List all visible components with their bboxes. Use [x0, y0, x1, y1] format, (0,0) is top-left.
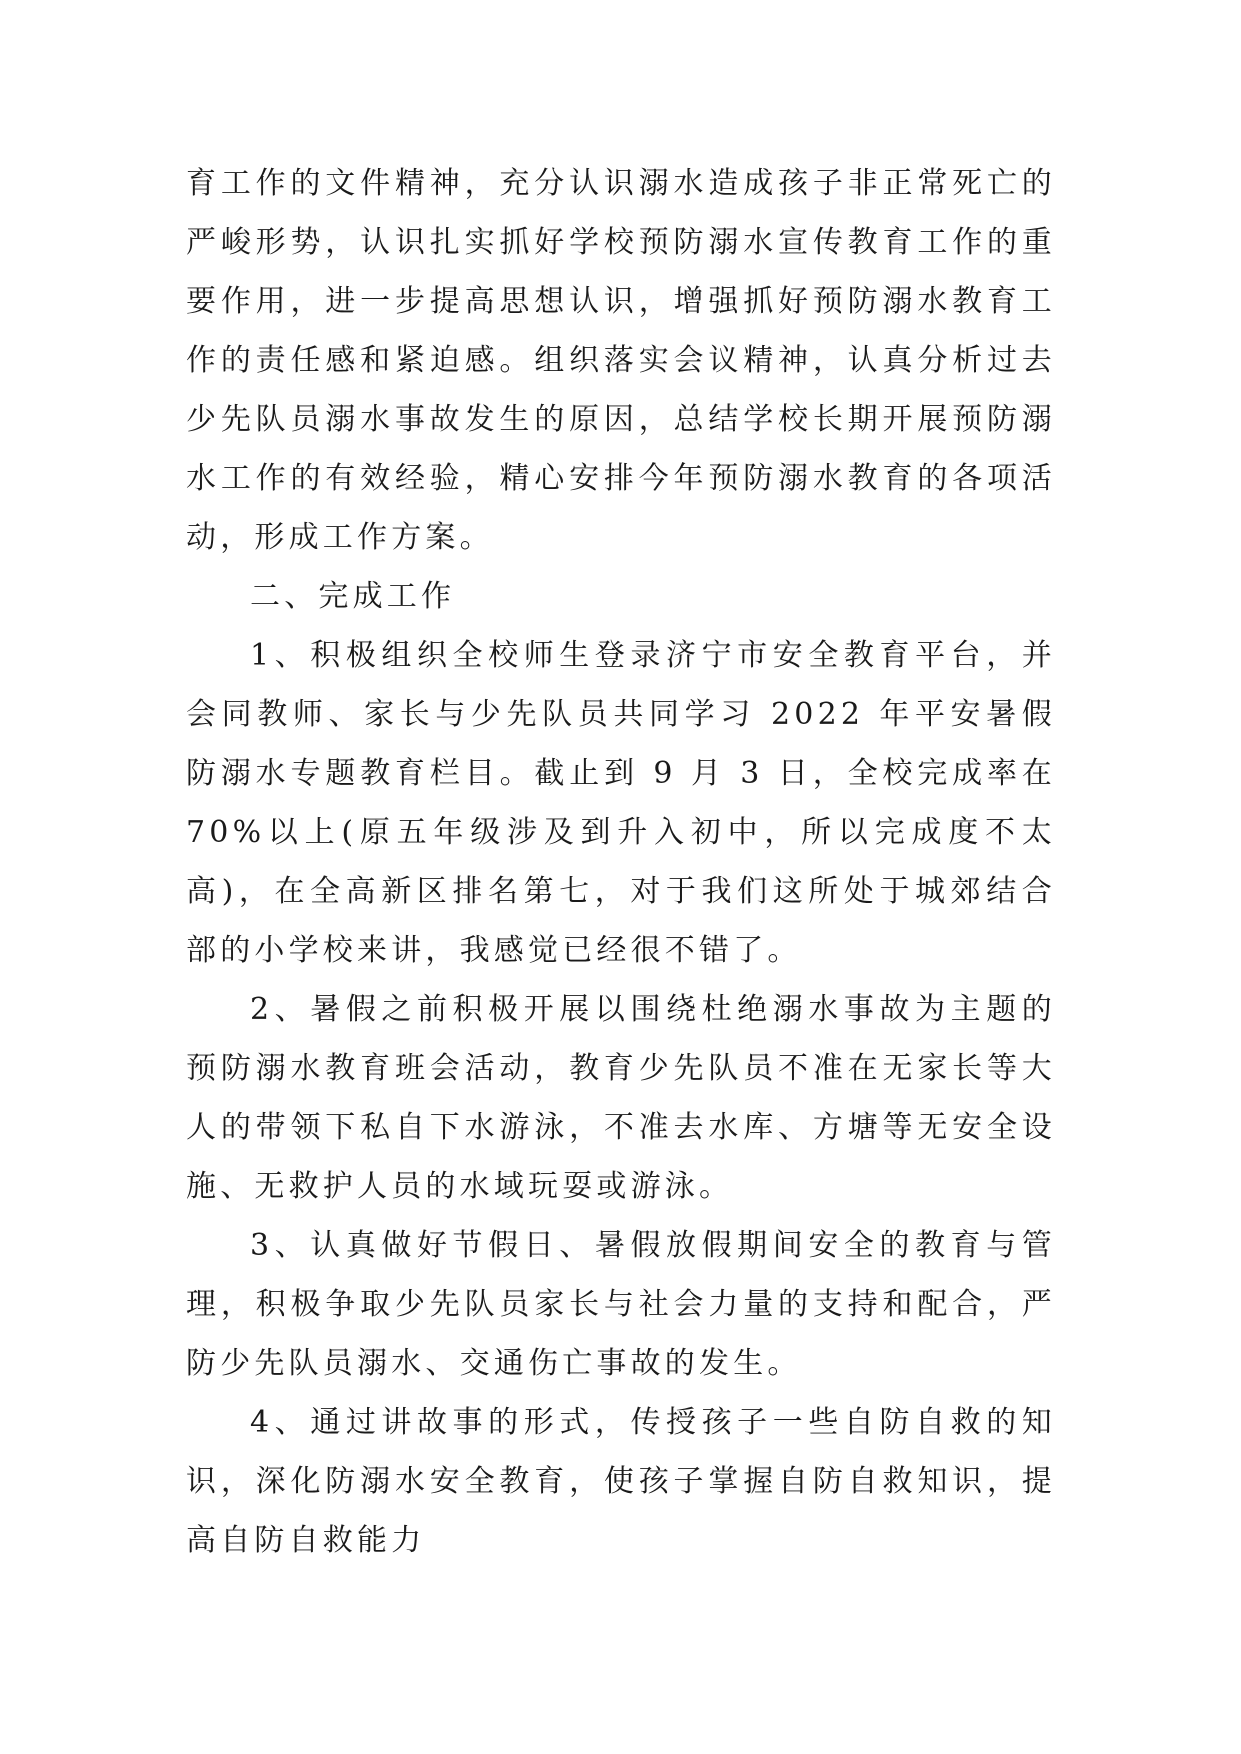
document-body — [186, 154, 1056, 1570]
paragraph-continued: 育工作的文件精神，充分认识溺水造成孩子非正常死亡的严峻形势，认识扎实抓好学校预防溺水宣传教育工作的重要作用，进一步提高思想认识，增强抓好预防溺水教育工作的责任感和紧迫感。组织落实会议精神，认真分析过去少先队员溺水事故发生的原因，总结学校长期开展预防溺水工作的有效经验，精心安排今年预防溺水教育的各项活动，形成工作方案。 — [186, 166, 1056, 555]
paragraph-item-3: 3、认真做好节假日、暑假放假期间安全的教育与管理，积极争取少先队员家长与社会力量的支持和配合，严防少先队员溺水、交通伤亡事故的发生。 — [186, 1228, 1056, 1381]
paragraph-item-4: 4、通过讲故事的形式，传授孩子一些自防自救的知识，深化防溺水安全教育，使孩子掌握自防自救知识，提高自防自救能力 — [186, 1405, 1056, 1558]
paragraph-item-2: 2、暑假之前积极开展以围绕杜绝溺水事故为主题的预防溺水教育班会活动，教育少先队员不准在无家长等大人的带领下私自下水游泳，不准去水库、方塘等无安全设施、无救护人员的水域玩耍或游泳。 — [186, 992, 1056, 1204]
section-heading-completed-work: 二、完成工作 — [250, 579, 456, 614]
paragraph-item-1: 1、积极组织全校师生登录济宁市安全教育平台，并会同教师、家长与少先队员共同学习 2022 年平安暑假防溺水专题教育栏目。截止到 9 月 3 日，全校完成率在 70%以上(原五年级涉及到升入初中，所以完成度不太高)，在全高新区排名第七，对于我们这所处于城郊结合部的小学校来讲，我感觉已经很不错了。 — [186, 638, 1056, 968]
